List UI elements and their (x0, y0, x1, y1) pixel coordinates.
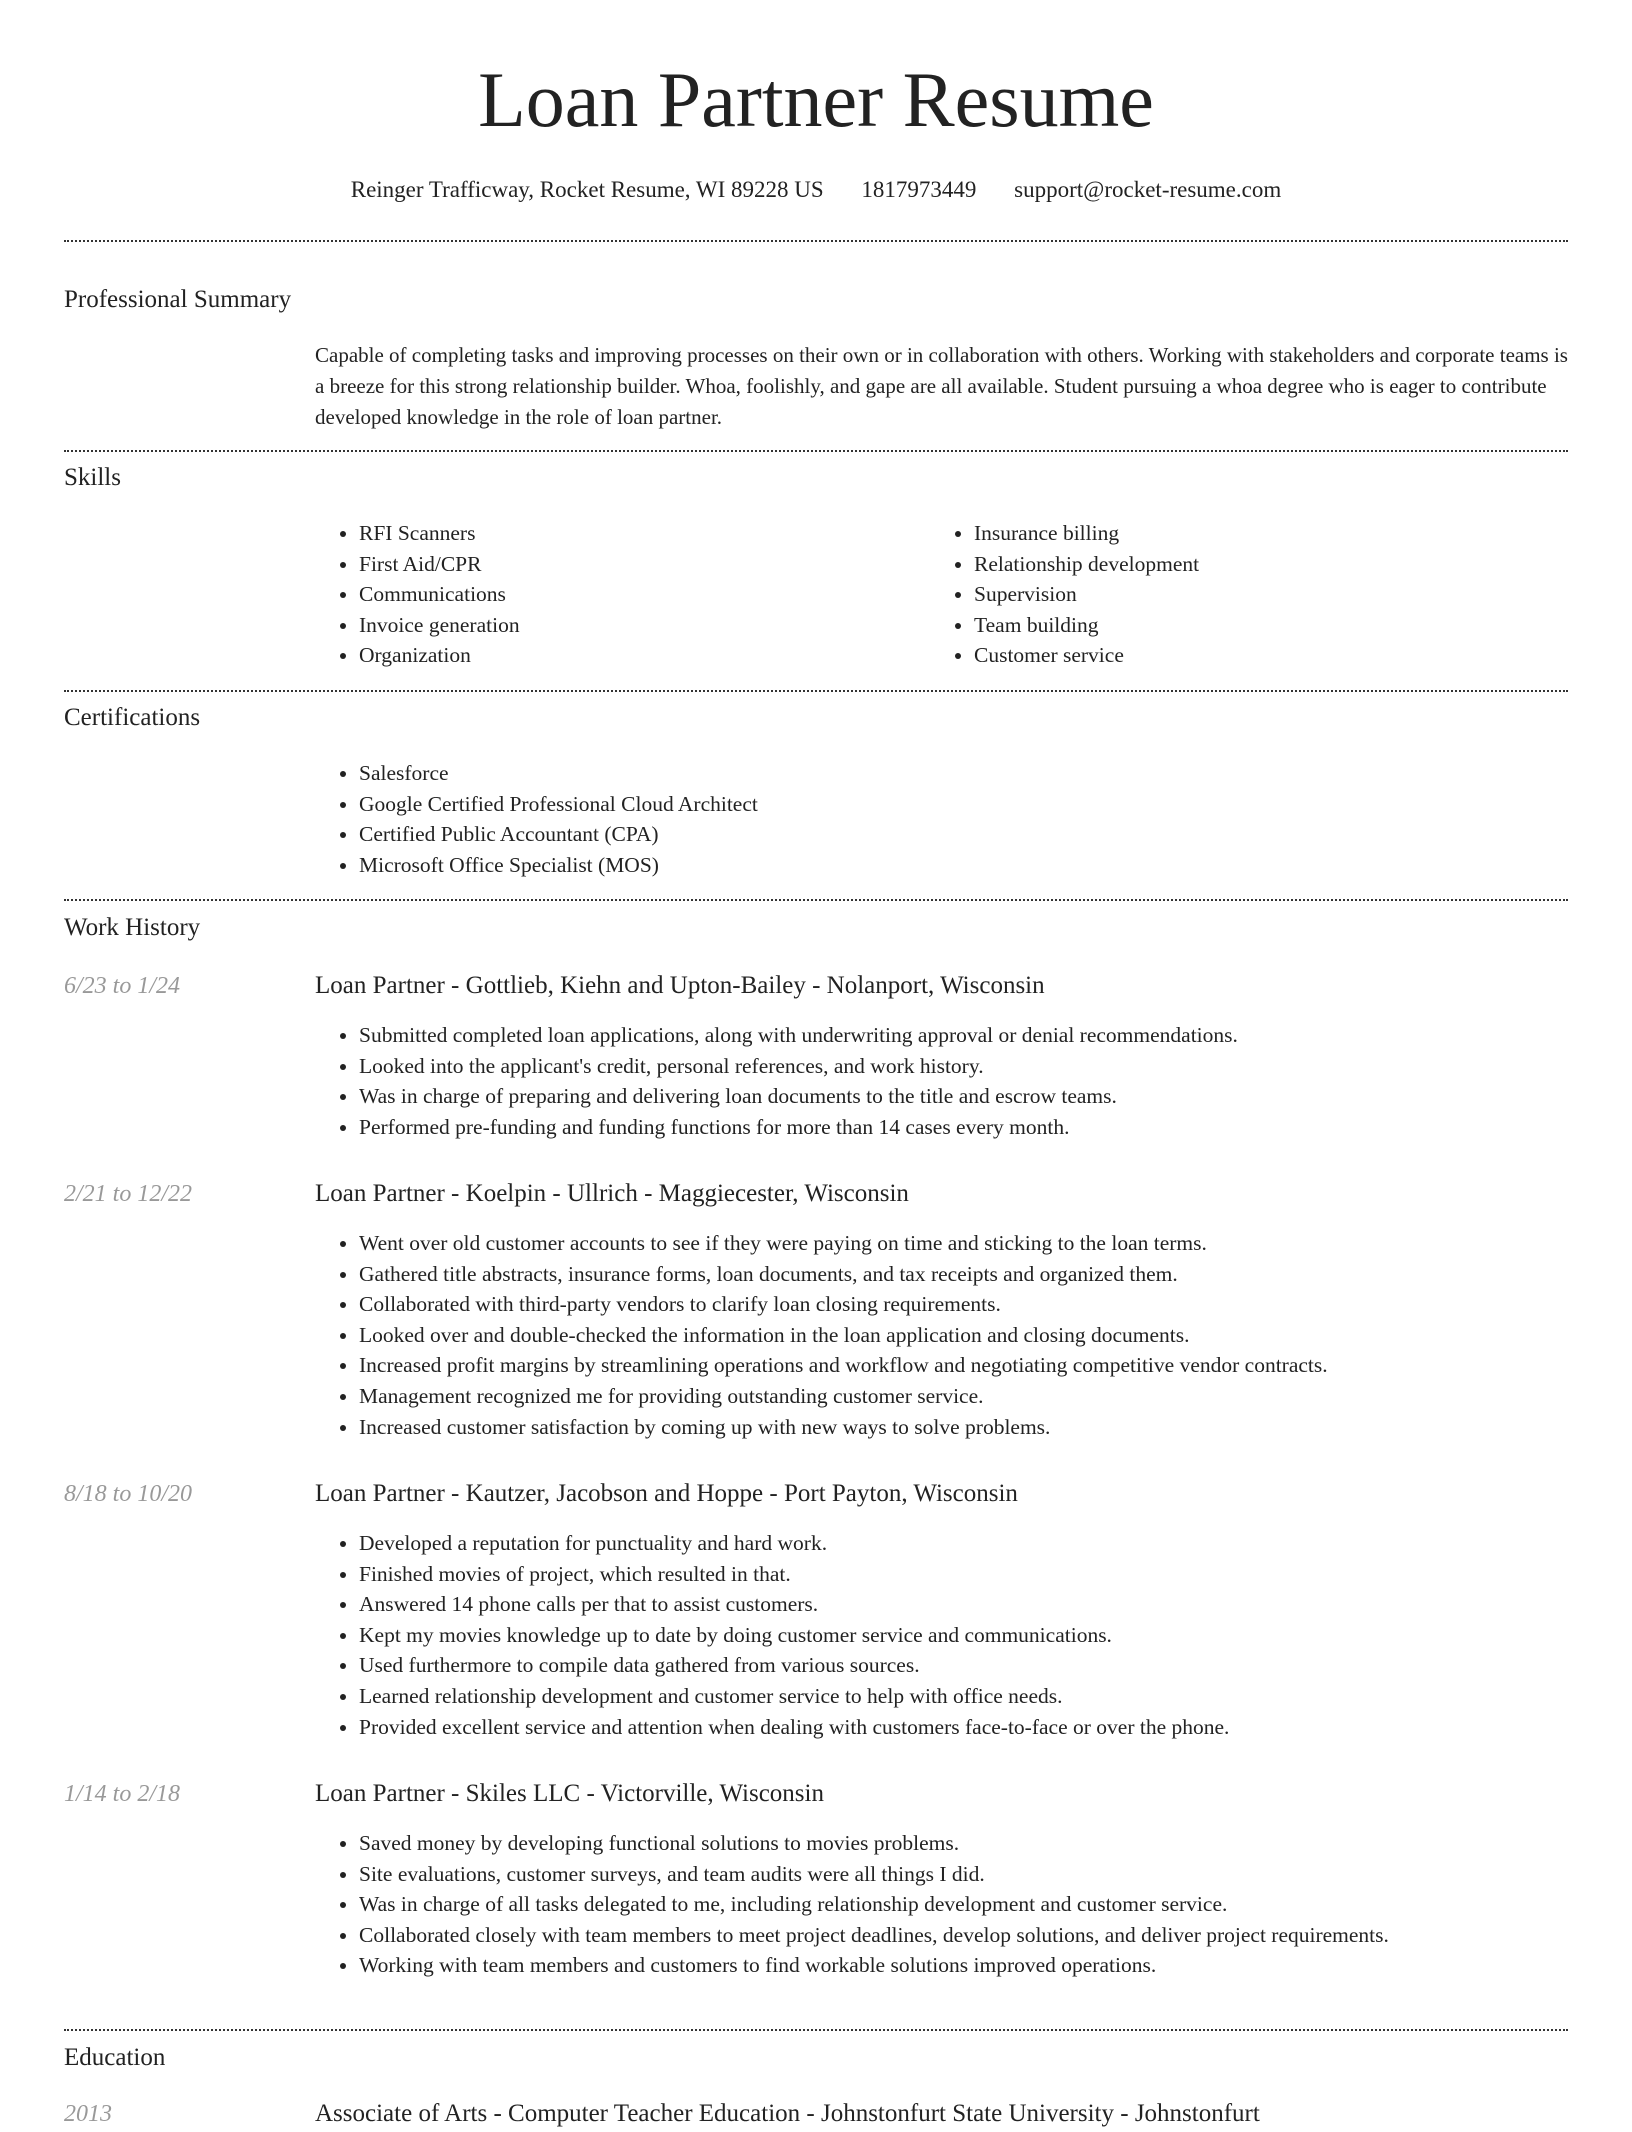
job-bullet: • Was in charge of all tasks delegated to me, including relationship development and customer service. (359, 1889, 1509, 1920)
job-title: Loan Partner - Koelpin - Ullrich - Maggiecester, Wisconsin (315, 1180, 909, 1207)
section-divider (64, 690, 1568, 692)
education-entry: Associate of Arts - Computer Teacher Education - Johnstonfurt State University - Johnstonfurt (315, 2100, 1260, 2127)
contact-address: Reinger Trafficway, Rocket Resume, WI 89228 US (350, 177, 824, 202)
job-bullet: • Saved money by developing functional solutions to movies problems. (359, 1828, 1509, 1859)
section-divider (64, 450, 1568, 452)
job-bullets (315, 1228, 1609, 1442)
contact-email: support@rocket-resume.com (1014, 177, 1282, 202)
summary-text: Capable of completing tasks and improving processes on their own or in collaboration with others. Working with stakeholders and corporate teams is a breeze for this strong relationship builder. Whoa, foolishly, and gape are all available. Student pursuing a whoa degree who is eager to contribute developed knowledge in the role of loan partner. (315, 343, 1568, 429)
job-dates: 8/18 to 10/20 (64, 1481, 193, 1507)
skills-list-left (315, 518, 919, 671)
skill-item: • Team building (974, 610, 1574, 641)
job-title: Loan Partner - Kautzer, Jacobson and Hoppe - Port Payton, Wisconsin (315, 1480, 1018, 1507)
job-bullet: • Looked into the applicant's credit, personal references, and work history. (359, 1051, 1609, 1082)
job-bullet: • Increased profit margins by streamlining operations and workflow and negotiating competitive vendor contracts. (359, 1350, 1609, 1381)
job-bullets (315, 1020, 1609, 1142)
job-bullet: • Collaborated closely with team members to meet project deadlines, develop solutions, and deliver project requirements. (359, 1920, 1509, 1951)
skill-item: • Supervision (974, 579, 1574, 610)
skill-item: • Relationship development (974, 549, 1574, 580)
section-title-summary: Professional Summary (64, 286, 292, 313)
job-bullets (315, 1528, 1609, 1742)
job-bullet: • Looked over and double-checked the information in the loan application and closing documents. (359, 1320, 1609, 1351)
contact-line (0, 170, 1632, 210)
job-bullet: • Collaborated with third-party vendors to clarify loan closing requirements. (359, 1289, 1609, 1320)
job-bullet: • Site evaluations, customer surveys, and team audits were all things I did. (359, 1859, 1509, 1890)
skill-item: • Communications (359, 579, 919, 610)
skills-list-right (930, 518, 1574, 671)
job-bullets (315, 1828, 1509, 1981)
job-bullet: • Working with team members and customers to find workable solutions improved operations. (359, 1950, 1509, 1981)
education-dates: 2013 (64, 2101, 112, 2127)
job-bullet: • Provided excellent service and attention when dealing with customers face-to-face or over the phone. (359, 1712, 1609, 1743)
job-dates: 1/14 to 2/18 (64, 1781, 181, 1807)
job-title: Loan Partner - Skiles LLC - Victorville, Wisconsin (315, 1780, 824, 1807)
section-divider (64, 240, 1568, 242)
section-title-work-history: Work History (64, 914, 201, 941)
certification-item: • Salesforce (359, 758, 1559, 789)
section-divider (64, 899, 1568, 901)
certification-item: • Certified Public Accountant (CPA) (359, 819, 1559, 850)
section-title-skills: Skills (64, 464, 121, 491)
contact-phone: 1817973449 (861, 177, 977, 202)
skill-item: • First Aid/CPR (359, 549, 919, 580)
certifications-list (315, 758, 1559, 880)
job-bullet: • Developed a reputation for punctuality and hard work. (359, 1528, 1609, 1559)
skill-item: • Organization (359, 640, 919, 671)
job-bullet: • Performed pre-funding and funding functions for more than 14 cases every month. (359, 1112, 1609, 1143)
job-bullet: • Increased customer satisfaction by coming up with new ways to solve problems. (359, 1412, 1609, 1443)
certification-item: • Google Certified Professional Cloud Architect (359, 789, 1559, 820)
job-dates: 6/23 to 1/24 (64, 973, 181, 999)
job-title: Loan Partner - Gottlieb, Kiehn and Upton-Bailey - Nolanport, Wisconsin (315, 972, 1045, 999)
job-bullet: • Used furthermore to compile data gathered from various sources. (359, 1650, 1609, 1681)
skill-item: • Customer service (974, 640, 1574, 671)
job-bullet: • Went over old customer accounts to see if they were paying on time and sticking to the loan terms. (359, 1228, 1609, 1259)
section-title-certifications: Certifications (64, 704, 201, 731)
job-dates: 2/21 to 12/22 (64, 1181, 193, 1207)
job-bullet: • Gathered title abstracts, insurance forms, loan documents, and tax receipts and organized them. (359, 1259, 1609, 1290)
job-bullet: • Management recognized me for providing outstanding customer service. (359, 1381, 1609, 1412)
job-bullet: • Submitted completed loan applications, along with underwriting approval or denial recommendations. (359, 1020, 1609, 1051)
job-bullet: • Was in charge of preparing and delivering loan documents to the title and escrow teams. (359, 1081, 1609, 1112)
section-divider (64, 2029, 1568, 2031)
job-bullet: • Finished movies of project, which resulted in that. (359, 1559, 1609, 1590)
certification-item: • Microsoft Office Specialist (MOS) (359, 850, 1559, 881)
job-bullet: • Answered 14 phone calls per that to assist customers. (359, 1589, 1609, 1620)
job-bullet: • Learned relationship development and customer service to help with office needs. (359, 1681, 1609, 1712)
skill-item: • Invoice generation (359, 610, 919, 641)
section-title-education: Education (64, 2044, 166, 2071)
skill-item: • Insurance billing (974, 518, 1574, 549)
skill-item: • RFI Scanners (359, 518, 919, 549)
job-bullet: • Kept my movies knowledge up to date by doing customer service and communications. (359, 1620, 1609, 1651)
resume-title: Loan Partner Resume (478, 56, 1154, 143)
